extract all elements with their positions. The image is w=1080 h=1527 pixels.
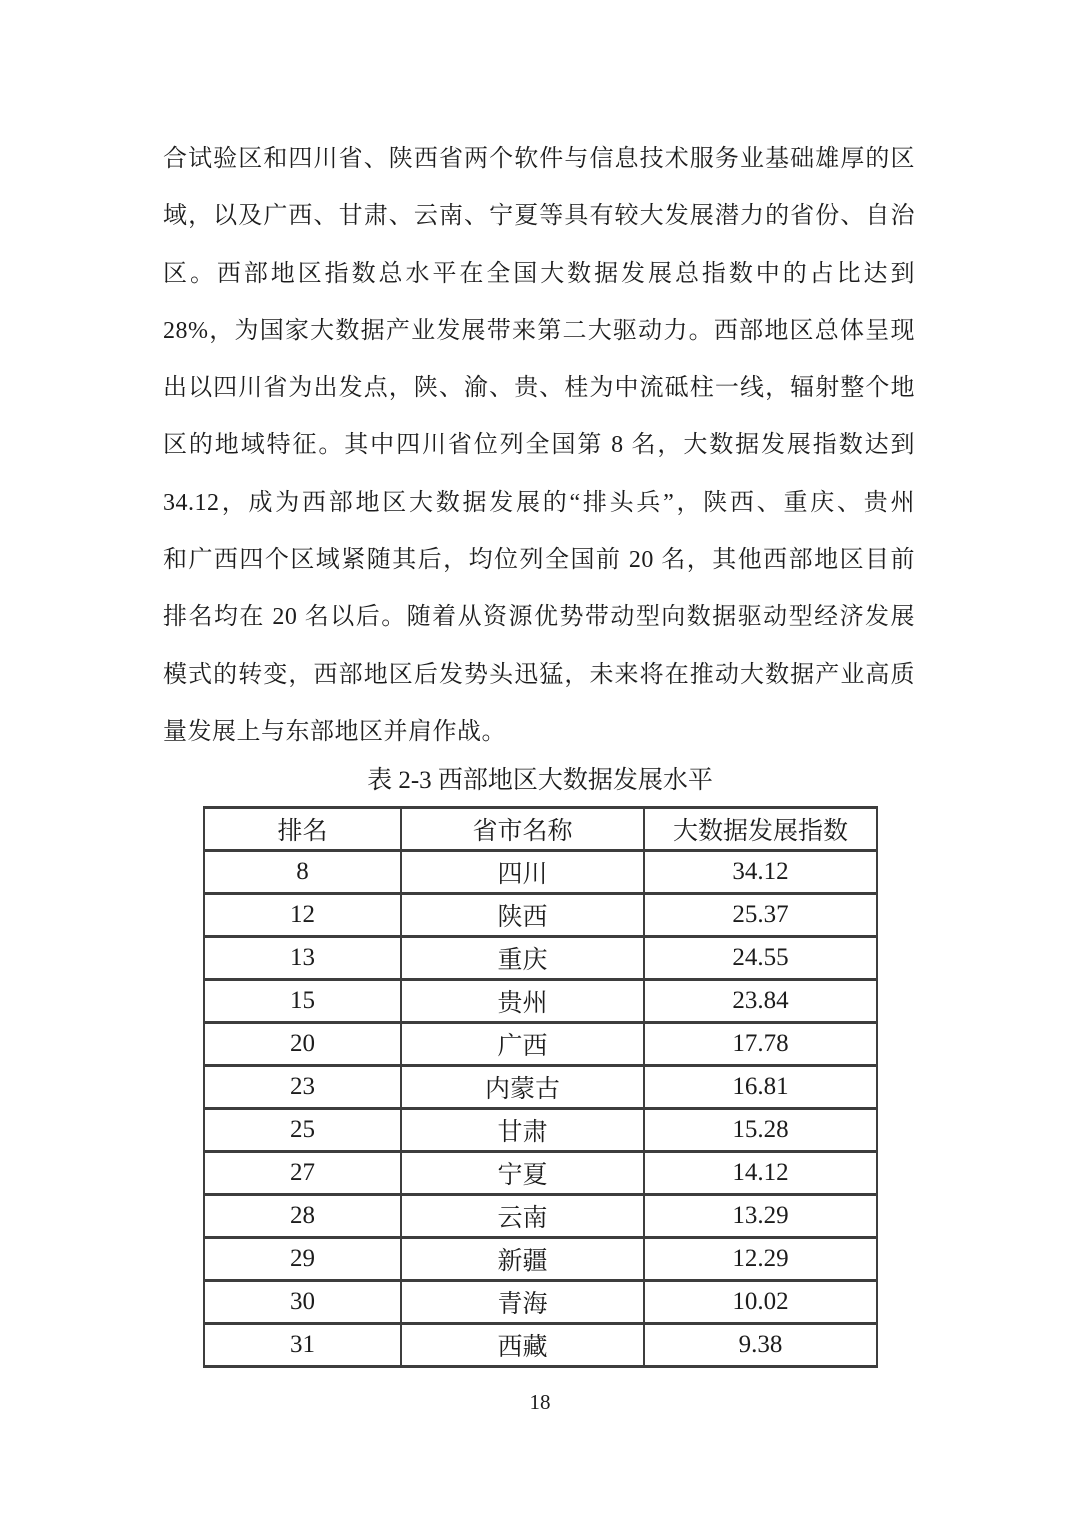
- paragraph-line: 出以四川省为出发点，陕、渝、贵、桂为中流砥柱一线，辐射整个地: [163, 375, 915, 402]
- paragraph-line: 28%，为国家大数据产业发展带来第二大驱动力。西部地区总体呈现: [163, 317, 915, 344]
- body-paragraph: [163, 131, 915, 761]
- cell-index: 34.12: [644, 851, 877, 894]
- cell-rank: 29: [204, 1238, 401, 1281]
- cell-rank: 23: [204, 1066, 401, 1109]
- table-row: [204, 894, 877, 937]
- cell-rank: 28: [204, 1195, 401, 1238]
- cell-rank: 30: [204, 1281, 401, 1324]
- cell-index: 24.55: [644, 937, 877, 980]
- paragraph-line: 排名均在 20 名以后。随着从资源优势带动型向数据驱动型经济发展: [163, 604, 915, 631]
- table-row: [204, 1195, 877, 1238]
- table-row: [204, 1152, 877, 1195]
- cell-rank: 12: [204, 894, 401, 937]
- table-row: [204, 937, 877, 980]
- cell-index: 25.37: [644, 894, 877, 937]
- cell-rank: 8: [204, 851, 401, 894]
- table-row: [204, 1281, 877, 1324]
- cell-index: 10.02: [644, 1281, 877, 1324]
- cell-province: 内蒙古: [401, 1066, 644, 1109]
- paragraph-line: 区的地域特征。其中四川省位列全国第 8 名，大数据发展指数达到: [163, 432, 915, 459]
- header-rank: 排名: [204, 808, 401, 851]
- cell-index: 17.78: [644, 1023, 877, 1066]
- cell-province: 广西: [401, 1023, 644, 1066]
- cell-province: 云南: [401, 1195, 644, 1238]
- table-row: [204, 1238, 877, 1281]
- cell-index: 13.29: [644, 1195, 877, 1238]
- cell-index: 14.12: [644, 1152, 877, 1195]
- cell-rank: 15: [204, 980, 401, 1023]
- paragraph-line: 合试验区和四川省、陕西省两个软件与信息技术服务业基础雄厚的区: [163, 146, 915, 172]
- cell-rank: 20: [204, 1023, 401, 1066]
- paragraph-line: 和广西四个区域紧随其后，均位列全国前 20 名，其他西部地区目前: [163, 547, 915, 574]
- paragraph-line: 模式的转变，西部地区后发势头迅猛，未来将在推动大数据产业高质: [163, 661, 915, 688]
- table-row: [204, 1066, 877, 1109]
- cell-index: 15.28: [644, 1109, 877, 1152]
- cell-rank: 31: [204, 1324, 401, 1367]
- cell-province: 陕西: [401, 894, 644, 937]
- page-number: 18: [529, 1390, 551, 1414]
- header-province: 省市名称: [401, 808, 644, 851]
- table-row: [204, 1023, 877, 1066]
- paragraph-line: 34.12，成为西部地区大数据发展的“排头兵”，陕西、重庆、贵州: [163, 489, 915, 516]
- table-header-row: [204, 808, 877, 851]
- cell-province: 甘肃: [401, 1109, 644, 1152]
- cell-rank: 13: [204, 937, 401, 980]
- cell-province: 贵州: [401, 980, 644, 1023]
- cell-province: 宁夏: [401, 1152, 644, 1195]
- paragraph-line: 域，以及广西、甘肃、云南、宁夏等具有较大发展潜力的省份、自治: [163, 203, 915, 230]
- cell-index: 16.81: [644, 1066, 877, 1109]
- cell-index: 23.84: [644, 980, 877, 1023]
- development-index-table: [203, 806, 878, 1368]
- cell-rank: 27: [204, 1152, 401, 1195]
- paragraph-line: 区。西部地区指数总水平在全国大数据发展总指数中的占比达到: [163, 260, 915, 287]
- table-row: [204, 1109, 877, 1152]
- cell-province: 西藏: [401, 1324, 644, 1367]
- header-index: 大数据发展指数: [644, 808, 877, 851]
- table-row: [204, 1324, 877, 1367]
- table-row: [204, 980, 877, 1023]
- paragraph-line: 量发展上与东部地区并肩作战。: [163, 718, 506, 745]
- cell-province: 新疆: [401, 1238, 644, 1281]
- cell-rank: 25: [204, 1109, 401, 1152]
- cell-index: 12.29: [644, 1238, 877, 1281]
- table-caption: 表 2-3 西部地区大数据发展水平: [367, 767, 713, 794]
- cell-index: 9.38: [644, 1324, 877, 1367]
- table-row: [204, 851, 877, 894]
- cell-province: 四川: [401, 851, 644, 894]
- cell-province: 青海: [401, 1281, 644, 1324]
- cell-province: 重庆: [401, 937, 644, 980]
